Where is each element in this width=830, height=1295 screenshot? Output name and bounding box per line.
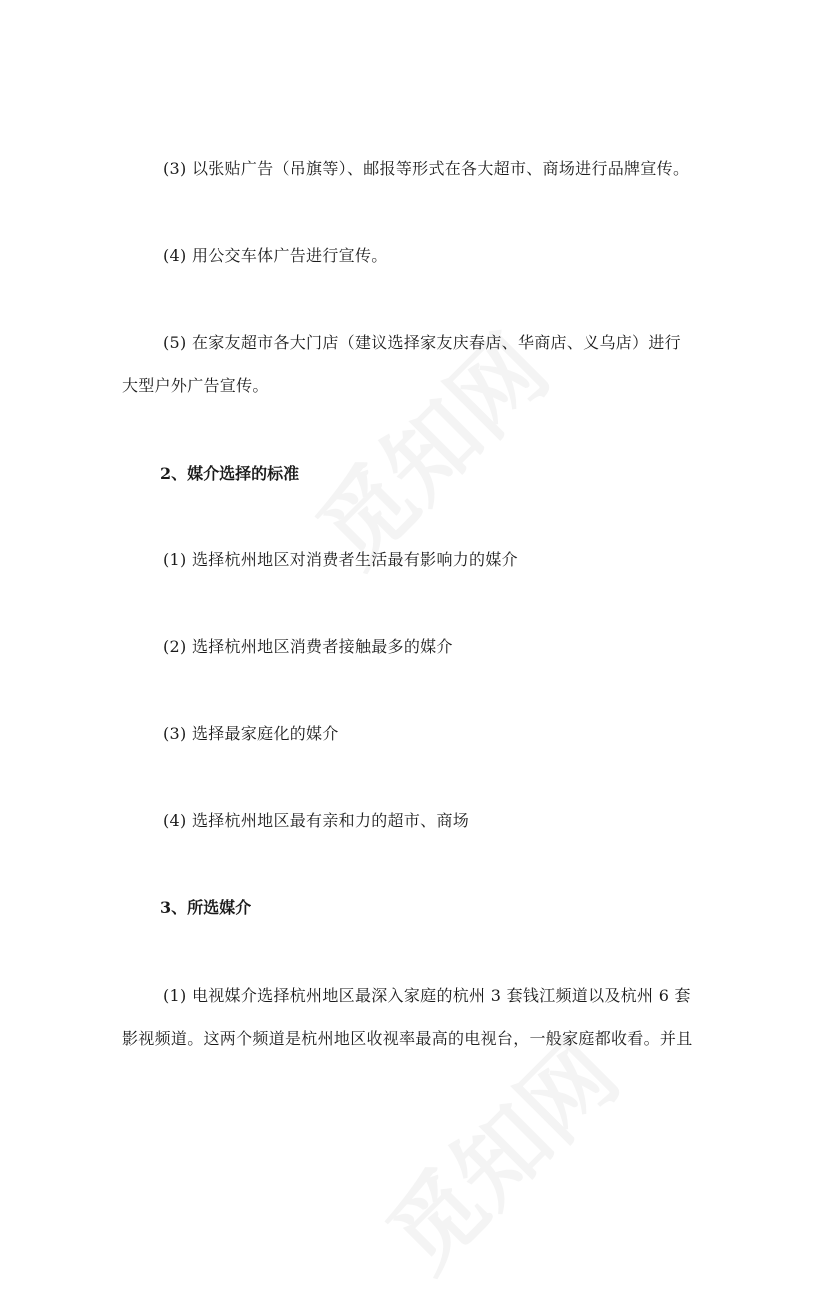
list-item: (4) 用公交车体广告进行宣传。 <box>163 246 388 265</box>
list-item-continuation: 大型户外广告宣传。 <box>122 376 269 395</box>
paragraph-line: (1) 电视媒介选择杭州地区最深入家庭的杭州 3 套钱江频道以及杭州 6 套 <box>163 986 691 1005</box>
list-item: (5) 在家友超市各大门店（建议选择家友庆春店、华商店、义乌店）进行 <box>163 333 681 352</box>
section-heading: 2、媒介选择的标准 <box>160 464 300 483</box>
list-item: (3) 以张贴广告（吊旗等）、邮报等形式在各大超市、商场进行品牌宣传。 <box>163 159 690 178</box>
section-heading: 3、所选媒介 <box>160 898 252 917</box>
paragraph-line: 影视频道。这两个频道是杭州地区收视率最高的电视台，一般家庭都收看。并且 <box>122 1029 693 1048</box>
list-item: (1) 选择杭州地区对消费者生活最有影响力的媒介 <box>163 550 518 569</box>
list-item: (4) 选择杭州地区最有亲和力的超市、商场 <box>163 811 470 830</box>
list-item: (3) 选择最家庭化的媒介 <box>163 724 339 743</box>
list-item: (2) 选择杭州地区消费者接触最多的媒介 <box>163 637 453 656</box>
